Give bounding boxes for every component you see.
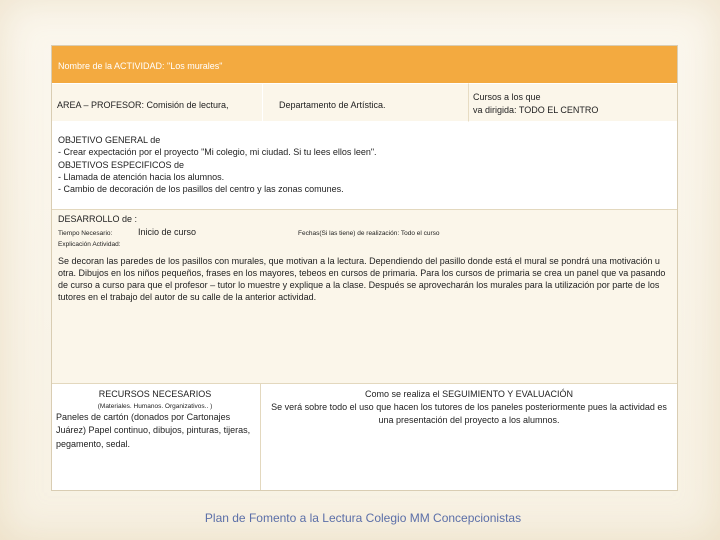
seguimiento-text: Se verá sobre todo el uso que hacen los tutores de los paneles posteriormente pues la actividad es una presentación del proyecto a los alumnos. bbox=[271, 402, 667, 425]
objetivos-especificos-label: OBJETIVOS ESPECIFICOS de bbox=[58, 159, 185, 170]
seguimiento-section bbox=[260, 383, 677, 490]
explicacion-label: Explicación Actividad: bbox=[58, 241, 121, 249]
explicacion-text: Se decoran las paredes de los pasillos con murales, que motivan a la lectura. Dependiendo del pasillo donde está el mural se pondrá una motivación u otra. Dibujos en los niños pequeños, frases en los mayores, tebeos en cursos de primaria. Para los cursos de primaria se crea un panel que va pasando de curso a curso para que el profesor – tutor lo muestre y explique a la clase. Después se aprovecharán los murales para la utilización por parte de los tutores en el trabajo del autor de su calle de la anterior actividad. bbox=[58, 255, 666, 303]
activity-title: Nombre de la ACTIVIDAD: "Los murales" bbox=[52, 46, 677, 83]
objetivo-especifico-2: - Cambio de decoración de los pasillos del centro y las zonas comunes. bbox=[58, 184, 344, 195]
objetivo-especifico-1: - Llamada de atención hacia los alumnos. bbox=[58, 171, 225, 182]
objetivos-section bbox=[52, 122, 677, 210]
fechas-label: Fechas(Si las tiene) de realización: Todo el curso bbox=[298, 230, 440, 238]
recursos-subtitle: (Materiales. Humanos. Organizativos.. ) bbox=[97, 402, 213, 410]
recursos-title: RECURSOS NECESARIOS bbox=[98, 389, 212, 399]
departamento: Departamento de Artística. bbox=[262, 83, 468, 122]
objetivo-general-label: OBJETIVO GENERAL de bbox=[58, 135, 161, 145]
objetivo-general-text: - Crear expectación por el proyecto "Mi colegio, mi ciudad. Si tu lees ellos leen". bbox=[58, 147, 377, 158]
tiempo-label: Tiempo Necesario: bbox=[58, 230, 113, 238]
recursos-text: Paneles de cartón (donados por Cartonajes Juárez) Papel continuo, dibujos, pinturas, tijeras, pegamento, sedal. bbox=[56, 411, 251, 449]
tiempo-value: Inicio de curso bbox=[138, 227, 197, 238]
tiempo-line bbox=[58, 226, 671, 239]
recursos-section bbox=[52, 383, 260, 490]
seguimiento-title: Como se realiza el SEGUIMIENTO Y EVALUACIÓN bbox=[365, 389, 573, 399]
desarrollo-label: DESARROLLO de : bbox=[58, 214, 138, 224]
desarrollo-section bbox=[52, 210, 677, 383]
cursos-label: Cursos a los que bbox=[473, 92, 541, 102]
activity-form bbox=[51, 45, 678, 491]
cursos-dirigida bbox=[468, 83, 677, 122]
footer-text: Plan de Fomento a la Lectura Colegio MM Concepcionistas bbox=[204, 511, 522, 525]
area-profesor: AREA – PROFESOR: Comisión de lectura, bbox=[52, 83, 262, 122]
cursos-value: va dirigida: TODO EL CENTRO bbox=[473, 105, 599, 115]
